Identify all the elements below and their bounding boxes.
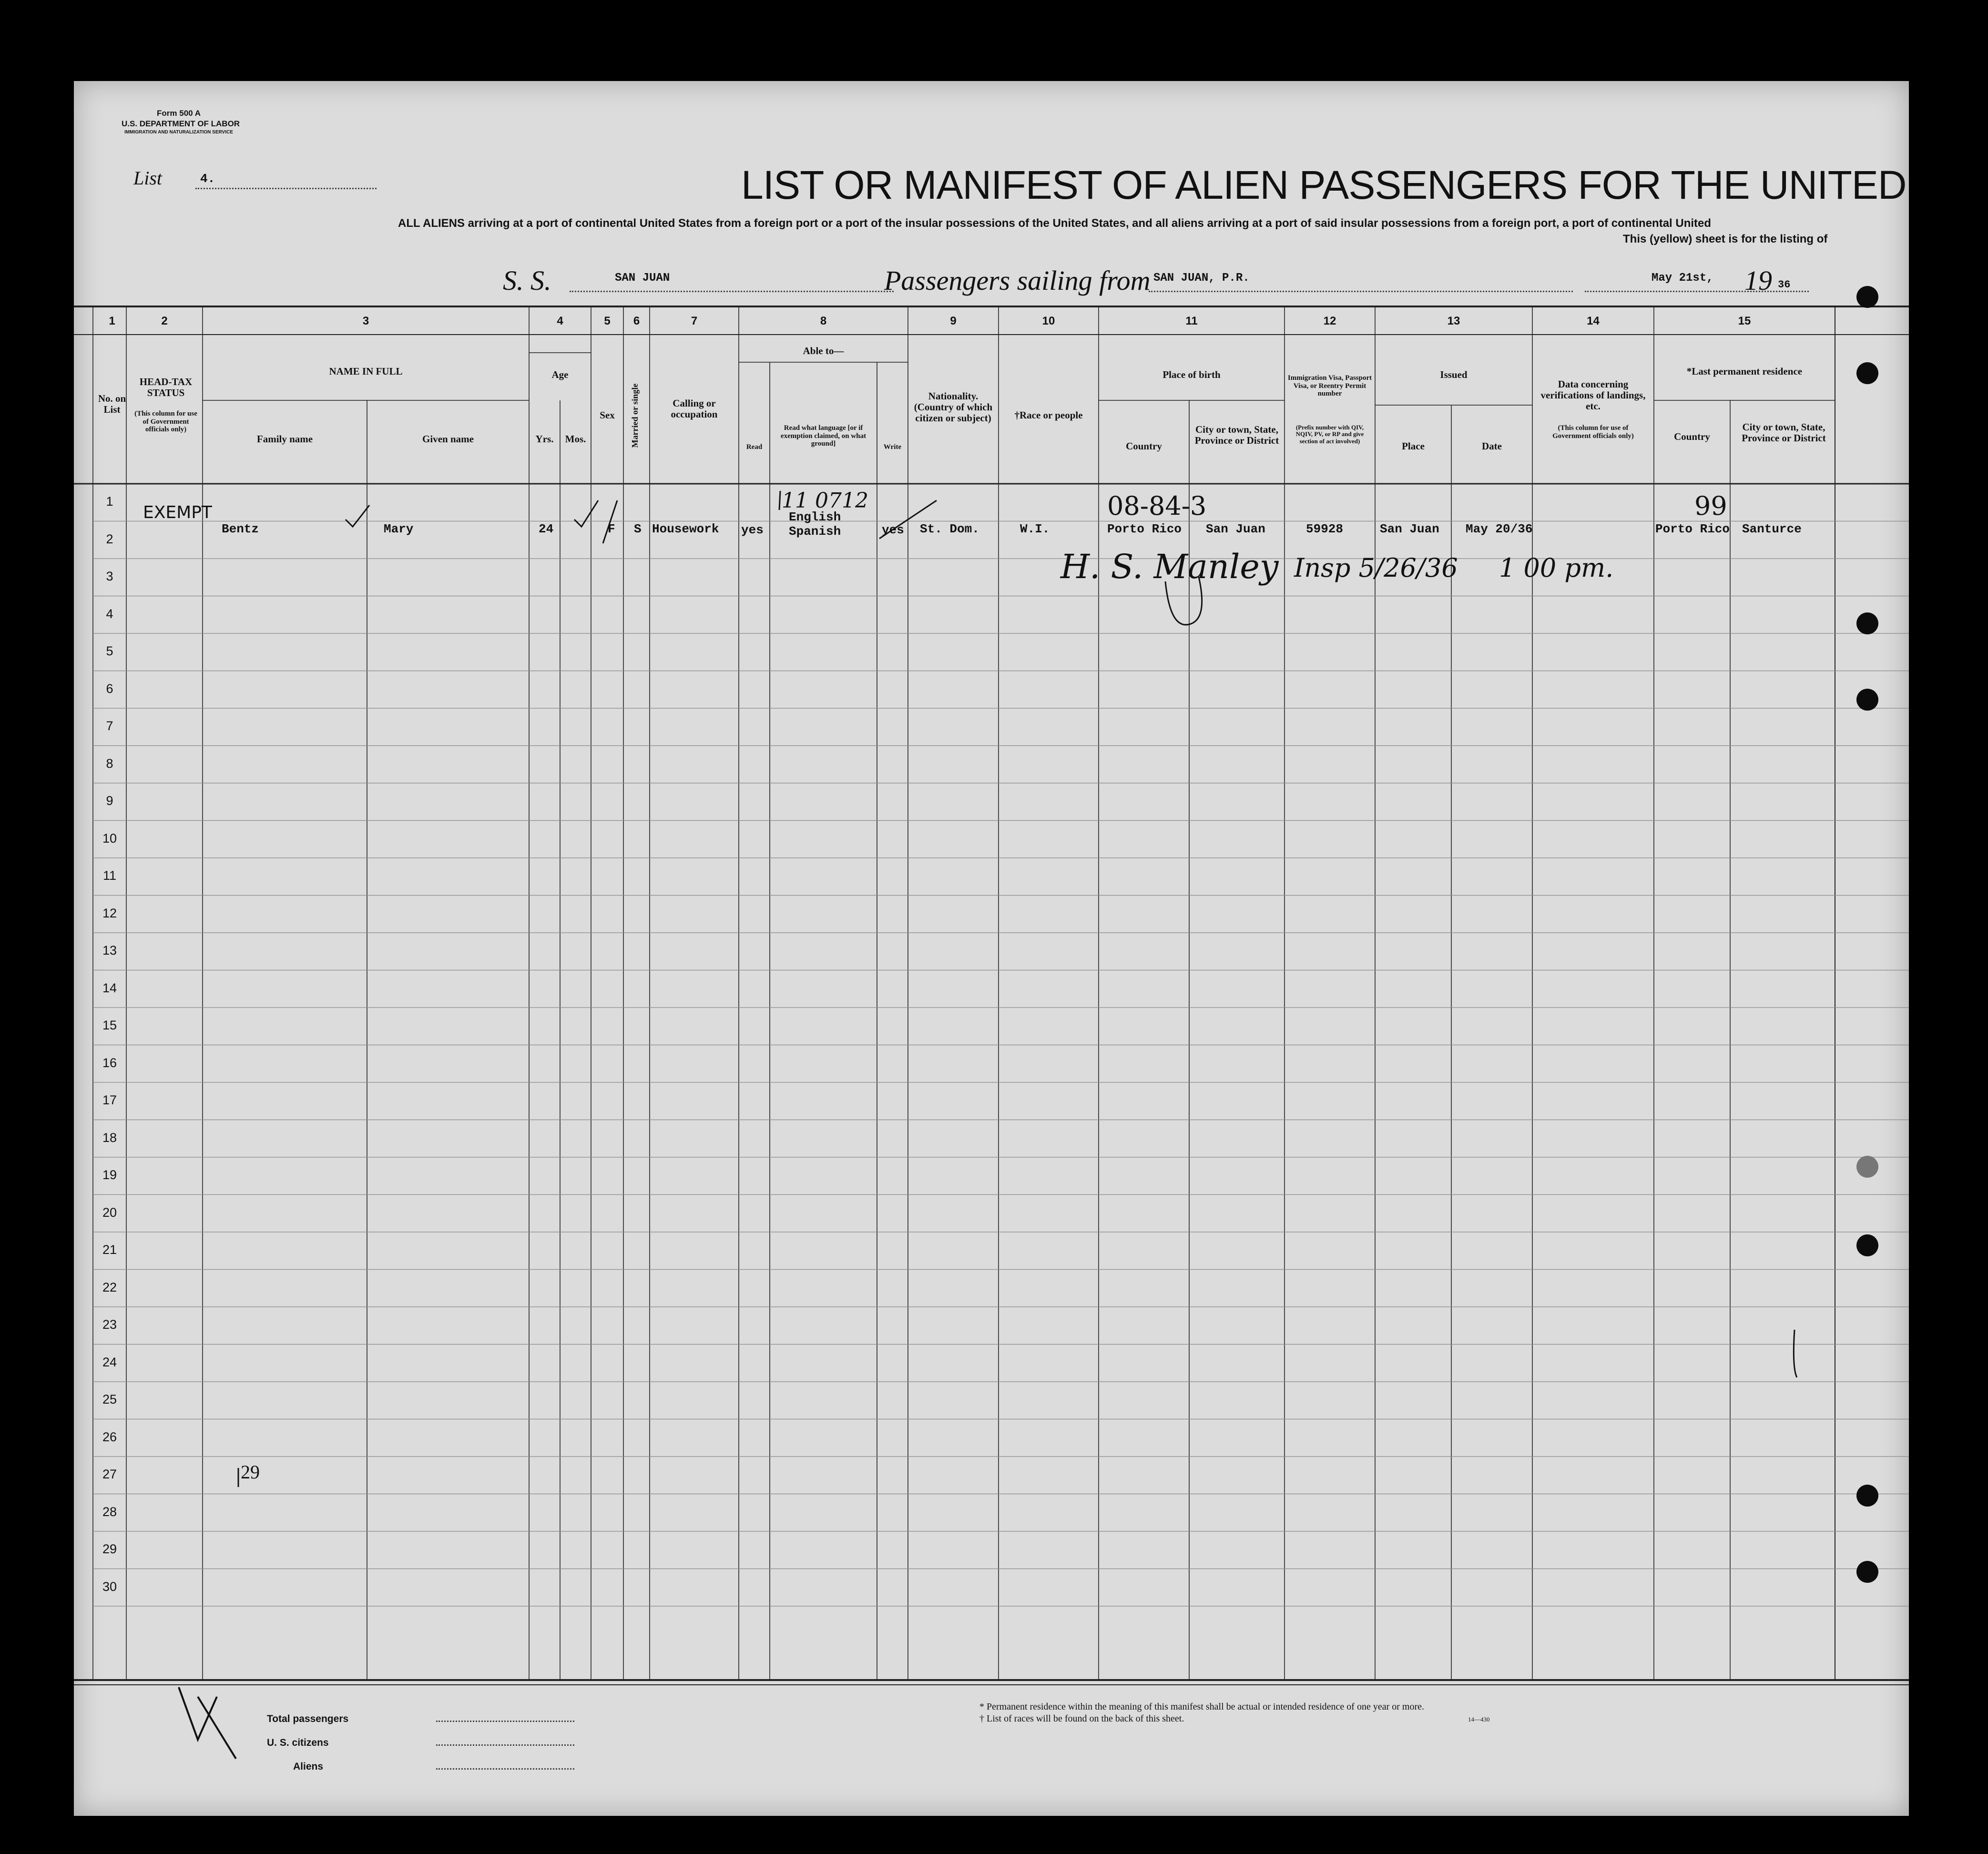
header-issued-date: Date — [1482, 440, 1502, 452]
ship-name: SAN JUAN — [615, 272, 670, 285]
nationality: St. Dom. — [920, 522, 979, 536]
us-citizens-label: U. S. citizens — [267, 1737, 329, 1748]
inspection-time: 1 00 pm. — [1499, 553, 1614, 583]
row-number: 1 — [106, 494, 113, 509]
year-prefix: 19 — [1744, 265, 1772, 296]
ship-label: S. S. — [503, 265, 551, 296]
header-sex: Sex — [600, 409, 615, 421]
write-ability: yes — [882, 523, 904, 537]
binder-hole — [1856, 1234, 1878, 1256]
column-number-14: 14 — [1587, 315, 1600, 327]
tick-mark-sex — [603, 500, 617, 543]
row-number: 29 — [102, 1542, 117, 1556]
aliens-line — [436, 1768, 574, 1770]
row-number: 30 — [102, 1579, 117, 1594]
footnote-races: † List of races will be found on the back of this sheet. — [979, 1713, 1184, 1724]
row-number: 26 — [102, 1429, 117, 1444]
header-write: Write — [883, 443, 902, 451]
header-place-of-birth: Place of birth — [1162, 369, 1221, 380]
family-name: Bentz — [222, 522, 259, 536]
check-mark-given-name — [346, 505, 369, 527]
row-number: 16 — [102, 1055, 117, 1070]
head-tax-status: EXEMPT — [143, 503, 212, 522]
service-name: IMMIGRATION AND NATURALIZATION SERVICE — [124, 130, 233, 135]
row-number: 14 — [102, 980, 117, 995]
column-number-2: 2 — [161, 315, 168, 327]
header-birth-country: Country — [1126, 440, 1162, 452]
row-number: 12 — [102, 906, 117, 920]
marital-status: S — [634, 522, 642, 536]
sex: F — [608, 522, 615, 536]
binder-hole — [1856, 689, 1878, 711]
header-residence-city: City or town, State, Province or District — [1742, 421, 1826, 444]
total-passengers-label: Total passengers — [267, 1713, 349, 1724]
header-given-name: Given name — [422, 433, 474, 445]
row-number: 8 — [106, 756, 113, 771]
binder-hole — [1856, 286, 1878, 308]
tick-mark-nationality — [879, 500, 937, 539]
residence-city: Santurce — [1742, 522, 1802, 536]
stray-mark — [1794, 1330, 1797, 1377]
row-number: 6 — [106, 681, 113, 696]
column-number-9: 9 — [950, 315, 957, 327]
binder-hole — [1856, 612, 1878, 634]
binder-hole — [1856, 1485, 1878, 1507]
row-number: 22 — [102, 1280, 117, 1294]
column-number-3: 3 — [362, 315, 369, 327]
header-last-residence: *Last permanent residence — [1686, 366, 1803, 377]
row-number: 13 — [102, 943, 117, 958]
header-residence-country: Country — [1674, 431, 1710, 442]
column-number-6: 6 — [633, 315, 640, 327]
instruction-line-2: This (yellow) sheet is for the listing of — [1623, 233, 1828, 245]
read-ability: yes — [741, 523, 764, 537]
header-yrs: Yrs. — [535, 433, 554, 445]
binder-hole — [1856, 1156, 1878, 1178]
header-issued: Issued — [1440, 369, 1468, 380]
check-marks — [74, 81, 1909, 1816]
row-number: 4 — [106, 606, 113, 621]
row-number: 28 — [102, 1504, 117, 1519]
header-head-tax-note: (This column for use of Government officials only) — [134, 410, 197, 433]
row-number: 19 — [102, 1168, 117, 1182]
residence-country: Porto Rico — [1655, 522, 1730, 536]
check-mark-age — [574, 500, 598, 527]
header-issued-place: Place — [1402, 440, 1425, 452]
footer-code: 14—430 — [1468, 1716, 1490, 1723]
sailing-date: May 21st, — [1652, 272, 1713, 285]
language-2: Spanish — [789, 524, 841, 539]
race: W.I. — [1020, 522, 1050, 536]
column-number-10: 10 — [1042, 315, 1055, 327]
language-note: 11 0712 — [782, 489, 868, 513]
row-number: 27 — [102, 1467, 117, 1481]
header-read: Read — [746, 443, 763, 451]
department-name: U.S. DEPARTMENT OF LABOR — [122, 119, 240, 128]
row-number: 24 — [102, 1355, 117, 1369]
header-calling: Calling or occupation — [671, 397, 718, 420]
large-x-mark — [179, 1687, 236, 1759]
row-number: 5 — [106, 644, 113, 658]
visa-number: 59928 — [1306, 522, 1344, 536]
binder-hole — [1856, 1561, 1878, 1583]
header-data-note: (This column for use of Government officials only) — [1552, 424, 1634, 440]
issued-date: May 20/36 — [1466, 522, 1533, 536]
form-number: Form 500 A — [157, 109, 201, 118]
language-1: English — [789, 510, 841, 524]
header-data-concerning: Data concerning verifications of landings, etc. — [1540, 378, 1646, 412]
birth-city: San Juan — [1206, 522, 1265, 536]
tick-mark-language — [779, 491, 780, 510]
header-age: Age — [551, 369, 569, 380]
row-number: 10 — [102, 831, 117, 846]
column-number-13: 13 — [1447, 315, 1460, 327]
row-number: 3 — [106, 569, 113, 583]
footnote-residence: * Permanent residence within the meaning of this manifest shall be actual or intended residence of one year or more. — [979, 1701, 1425, 1712]
row-number: 15 — [102, 1018, 117, 1032]
age-years: 24 — [539, 522, 554, 536]
column-number-15: 15 — [1738, 315, 1751, 327]
row-number: 18 — [102, 1130, 117, 1145]
inspector-signature: H. S. Manley — [1060, 547, 1279, 586]
sailing-port: SAN JUAN, P.R. — [1153, 272, 1250, 285]
row-number: 20 — [102, 1205, 117, 1220]
header-married: Married or single — [630, 383, 640, 448]
row-number: 7 — [106, 719, 113, 733]
column-number-4: 4 — [557, 315, 563, 327]
header-name-in-full: NAME IN FULL — [329, 366, 403, 377]
header-visa-note: (Prefix number with QIV, NQIV, PV, or RP and give section of act involved) — [1295, 424, 1364, 445]
header-birth-city: City or town, State, Province or District — [1194, 424, 1279, 447]
header-read-language: Read what language [or if exemption claimed, on what ground] — [780, 424, 867, 448]
given-name: Mary — [384, 522, 414, 536]
header-nationality: Nationality. (Country of which citizen or subject) — [914, 390, 993, 424]
list-number: 4. — [200, 172, 215, 186]
page-title: LIST OR MANIFEST OF ALIEN PASSENGERS FOR THE UNITED — [741, 163, 1906, 207]
list-label: List — [133, 167, 163, 189]
manifest-sheet — [74, 81, 1909, 1816]
total-passengers-line — [436, 1721, 574, 1722]
column-number-8: 8 — [820, 315, 827, 327]
row-number: 25 — [102, 1392, 117, 1406]
header-able-to: Able to— — [803, 345, 844, 357]
year-suffix: 36 — [1778, 279, 1791, 291]
header-race: †Race or people — [1014, 409, 1083, 421]
us-citizens-line — [436, 1744, 574, 1746]
inspection-date: Insp 5/26/36 — [1294, 553, 1458, 583]
row-number: 23 — [102, 1317, 117, 1332]
column-number-12: 12 — [1323, 315, 1336, 327]
header-family-name: Family name — [256, 433, 313, 445]
sailing-label: Passengers sailing from — [884, 265, 1151, 296]
birth-country: Porto Rico — [1107, 522, 1182, 536]
issued-place: San Juan — [1380, 522, 1439, 536]
header-no-on-list: No. on List — [98, 393, 126, 416]
column-number-5: 5 — [604, 315, 611, 327]
row-number: 21 — [102, 1243, 117, 1257]
birth-note: 08-84-3 — [1107, 491, 1207, 521]
column-number-7: 7 — [691, 315, 698, 327]
residence-note: 99 — [1694, 491, 1727, 521]
header-mos: Mos. — [565, 433, 586, 445]
aliens-label: Aliens — [293, 1761, 324, 1772]
column-number-11: 11 — [1185, 315, 1198, 327]
header-head-tax: HEAD-TAX STATUS — [139, 376, 193, 399]
row-number: 2 — [106, 531, 113, 546]
row-number: 11 — [102, 868, 117, 883]
header-visa: Immigration Visa, Passport Visa, or Reentry Permit number — [1287, 374, 1372, 397]
row-26-mark: 29 — [241, 1461, 260, 1483]
occupation: Housework — [652, 522, 719, 536]
instruction-line-1: ALL ALIENS arriving at a port of continental United States from a foreign port or a port of the insular possessions of the United States, and all aliens arriving at a port of said insular possessions from a foreign port, a port of continental United — [398, 217, 1712, 230]
binder-hole — [1856, 362, 1878, 384]
row-number: 17 — [102, 1093, 117, 1107]
signature-flourish — [1165, 577, 1202, 625]
column-number-1: 1 — [109, 315, 115, 327]
row-number: 9 — [106, 794, 113, 808]
